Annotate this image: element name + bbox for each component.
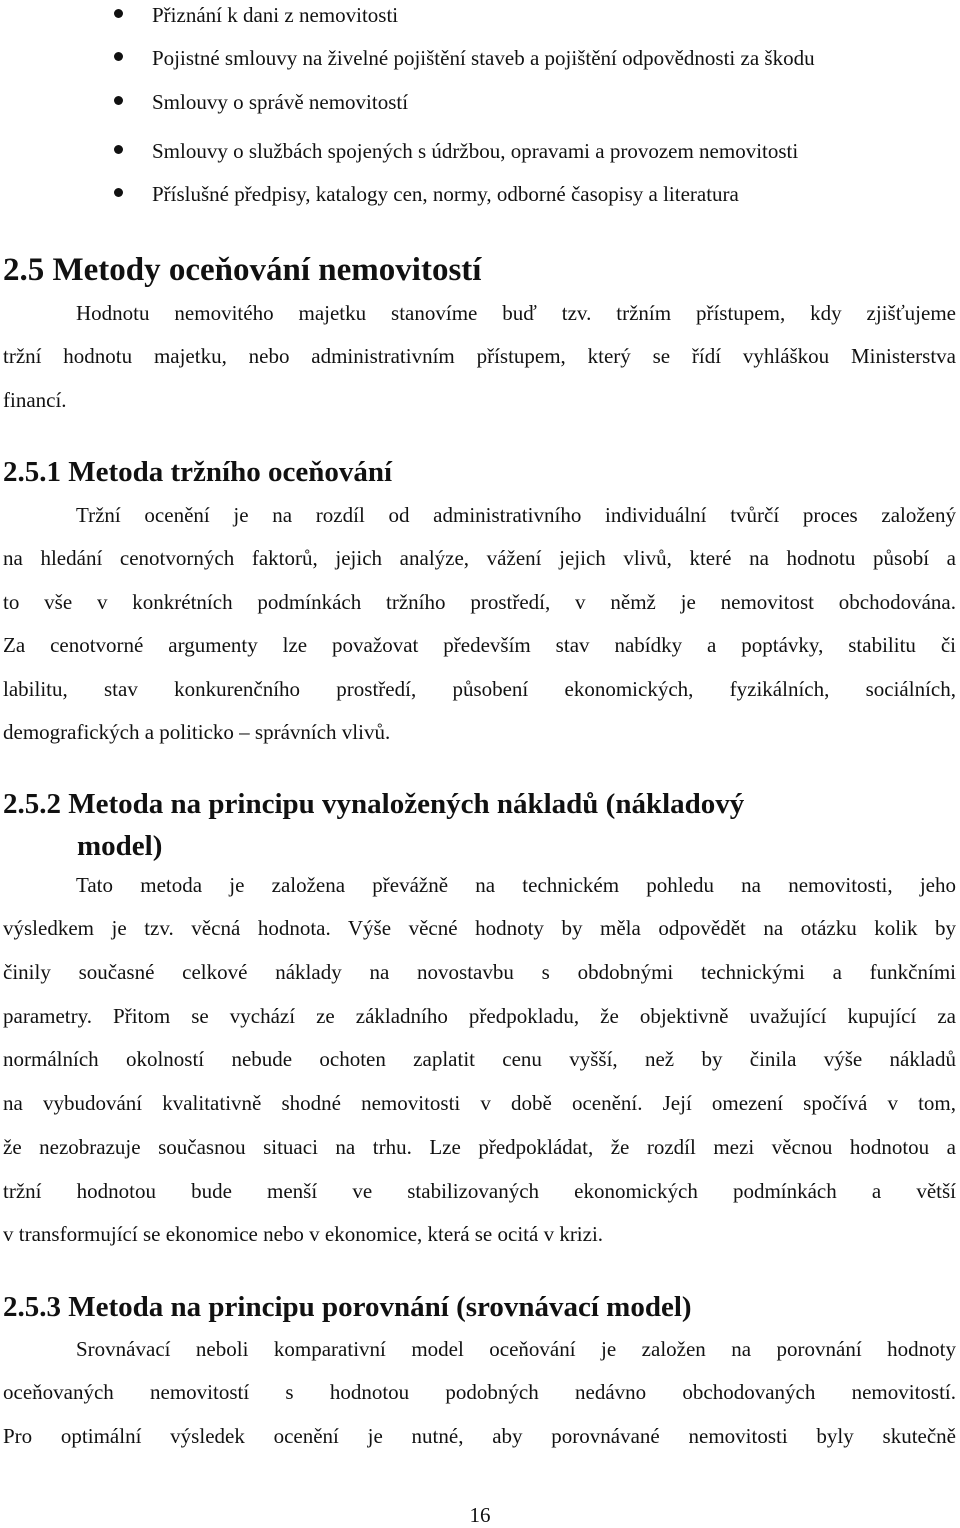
bullet-icon: [114, 188, 123, 197]
list-item: [108, 43, 948, 73]
paragraph-line: Za cenotvorné argumenty lze považovat především stav nabídky a poptávky, stabilitu či: [3, 633, 956, 657]
bullet-icon: [114, 52, 123, 61]
paragraph-line: na vybudování kvalitativně shodné nemovitosti v době ocenění. Její omezení spočívá v tom,: [3, 1091, 956, 1115]
paragraph-line: oceňovaných nemovitostí s hodnotou podobných nedávno obchodovaných nemovitostí.: [3, 1380, 956, 1404]
paragraph-line: labilitu, stav konkurenčního prostředí, působení ekonomických, fyzikálních, sociálních,: [3, 677, 956, 701]
paragraph-line: to vše v konkrétních podmínkách tržního prostředí, v němž je nemovitost obchodována.: [3, 590, 956, 614]
paragraph-line: Srovnávací neboli komparativní model oceňování je založen na porovnání hodnoty: [76, 1337, 956, 1361]
paragraph-line: demografických a politicko – správních vlivů.: [3, 720, 391, 744]
paragraph-line: činily současné celkové náklady na novostavbu s obdobnými technickými a funkčními: [3, 960, 956, 984]
section-heading-2-5: 2.5 Metody oceňování nemovitostí: [3, 252, 482, 288]
paragraph-line: tržní hodnotou bude menší ve stabilizovaných ekonomických podmínkách a větší: [3, 1179, 956, 1203]
paragraph-line: výsledkem je tzv. věcná hodnota. Výše věcné hodnoty by měla odpovědět na otázku kolik by: [3, 916, 956, 940]
paragraph-line: normálních okolností nebude ochoten zaplatit cenu vyšší, než by činila výše nákladů: [3, 1047, 956, 1071]
paragraph-line: na hledání cenotvorných faktorů, jejich analýze, vážení jejich vlivů, které na hodnotu působí a: [3, 546, 956, 570]
paragraph-line: financí.: [3, 388, 67, 412]
list-item-text: Pojistné smlouvy na živelné pojištění staveb a pojištění odpovědnosti za škodu: [152, 46, 815, 70]
paragraph-line: Hodnotu nemovitého majetku stanovíme buď tzv. tržním přístupem, kdy zjišťujeme: [76, 301, 956, 325]
bullet-icon: [114, 96, 123, 105]
paragraph-line: tržní hodnotu majetku, nebo administrativním přístupem, který se řídí vyhláškou Ministerstva: [3, 344, 956, 368]
section-heading-2-5-1: 2.5.1 Metoda tržního oceňování: [3, 456, 393, 488]
bullet-icon: [114, 9, 123, 18]
paragraph-line: že nezobrazuje současnou situaci na trhu. Lze předpokládat, že rozdíl mezi věcnou hodnotou a: [3, 1135, 956, 1159]
section-heading-2-5-3: 2.5.3 Metoda na principu porovnání (srovnávací model): [3, 1291, 692, 1323]
paragraph-line: Tato metoda je založena převážně na technickém pohledu na nemovitosti, jeho: [76, 873, 956, 897]
list-item-text: Smlouvy o službách spojených s údržbou, opravami a provozem nemovitosti: [152, 139, 799, 163]
paragraph-line: v transformující se ekonomice nebo v ekonomice, která se ocitá v krizi.: [3, 1222, 604, 1246]
bullet-icon: [114, 145, 123, 154]
list-item: [108, 179, 948, 209]
paragraph-line: Tržní ocenění je na rozdíl od administrativního individuální tvůrčí proces založený: [76, 503, 956, 527]
section-heading-2-5-2-cont: model): [77, 830, 163, 862]
page-number: 16: [469, 1503, 491, 1527]
list-item-text: Smlouvy o správě nemovitostí: [152, 90, 409, 114]
section-heading-2-5-2: 2.5.2 Metoda na principu vynaložených nákladů (nákladový: [3, 788, 745, 820]
list-item-text: Přiznání k dani z nemovitosti: [152, 3, 399, 27]
list-item-text: Příslušné předpisy, katalogy cen, normy, odborné časopisy a literatura: [152, 182, 739, 206]
list-item: [108, 87, 948, 117]
paragraph-line: parametry. Přitom se vychází ze základního předpokladu, že objektivně uvažující kupující za: [3, 1004, 956, 1028]
paragraph-line: Pro optimální výsledek ocenění je nutné, aby porovnávané nemovitosti byly skutečně: [3, 1424, 956, 1448]
list-item: [108, 0, 948, 30]
list-item: [108, 136, 948, 166]
